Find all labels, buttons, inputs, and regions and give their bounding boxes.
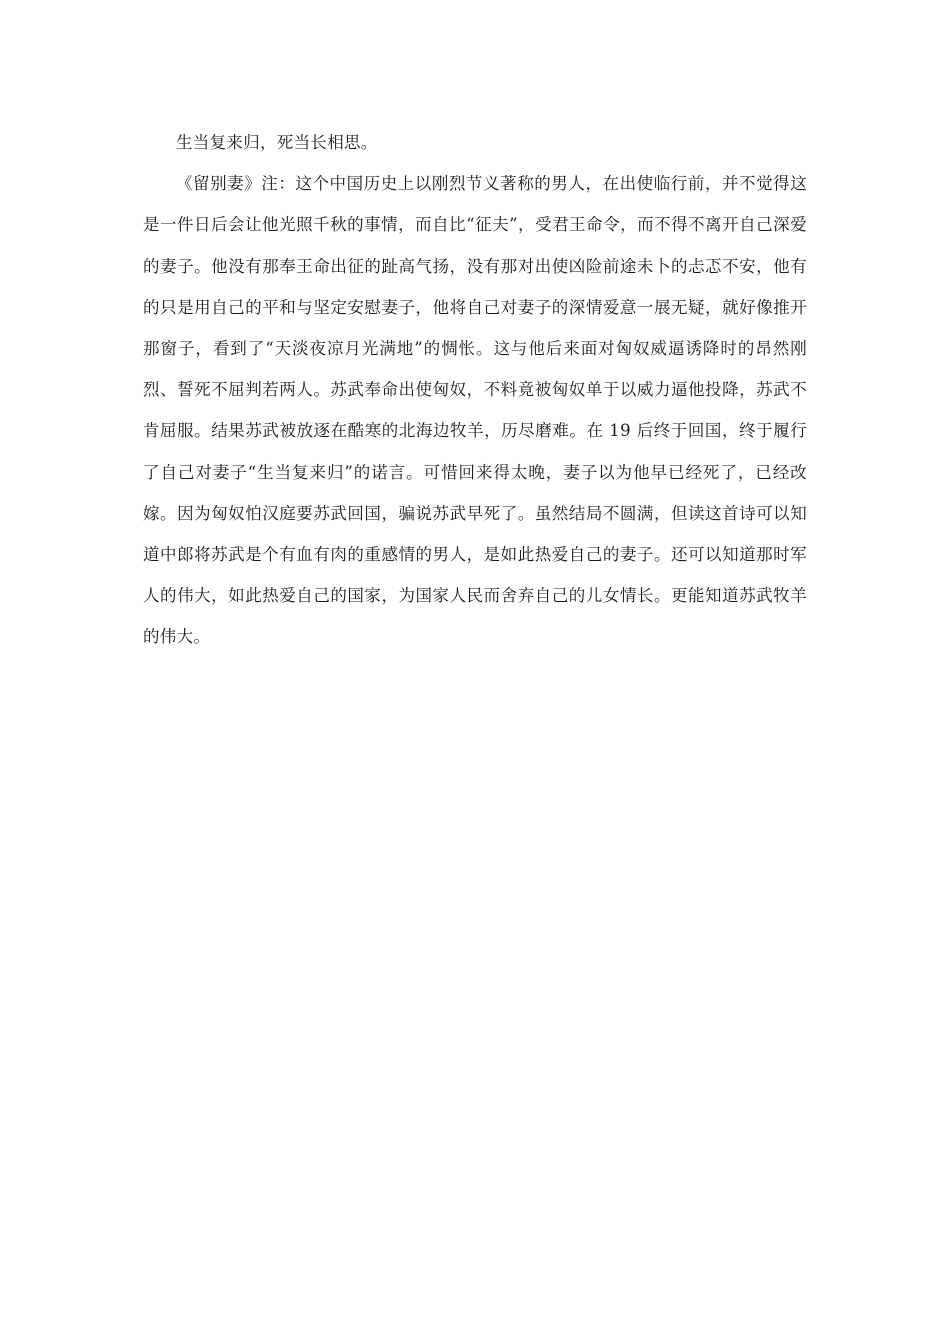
body-text bbox=[143, 122, 807, 658]
commentary-paragraph: 《留别妻》注：这个中国历史上以刚烈节义著称的男人，在出使临行前，并不觉得这是一件日后会让他光照千秋的事情，而自比“征夫”，受君王命令，而不得不离开自己深爱的妻子。他没有那奉王命出征的趾高气扬，没有那对出使凶险前途未卜的忐忑不安，他有的只是用自己的平和与坚定安慰妻子，他将自己对妻子的深情爱意一展无疑，就好像推开那窗子，看到了“天淡夜凉月光满地”的惆怅。这与他后来面对匈奴威逼诱降时的昂然刚烈、誓死不屈判若两人。苏武奉命出使匈奴，不料竟被匈奴单于以威力逼他投降，苏武不肯屈服。结果苏武被放逐在酷寒的北海边牧羊，历尽磨难。在 19 后终于回国，终于履行了自己对妻子“生当复来归”的诺言。可惜回来得太晚，妻子以为他早已经死了，已经改嫁。因为匈奴怕汉庭要苏武回国，骗说苏武早死了。虽然结局不圆满，但读这首诗可以知道中郎将苏武是个有血有肉的重感情的男人，是如此热爱自己的妻子。还可以知道那时军人的伟大，如此热爱自己的国家，为国家人民而舍弃自己的儿女情长。更能知道苏武牧羊的伟大。 bbox=[143, 174, 807, 647]
poem-line-paragraph: 生当复来归，死当长相思。 bbox=[176, 133, 378, 152]
